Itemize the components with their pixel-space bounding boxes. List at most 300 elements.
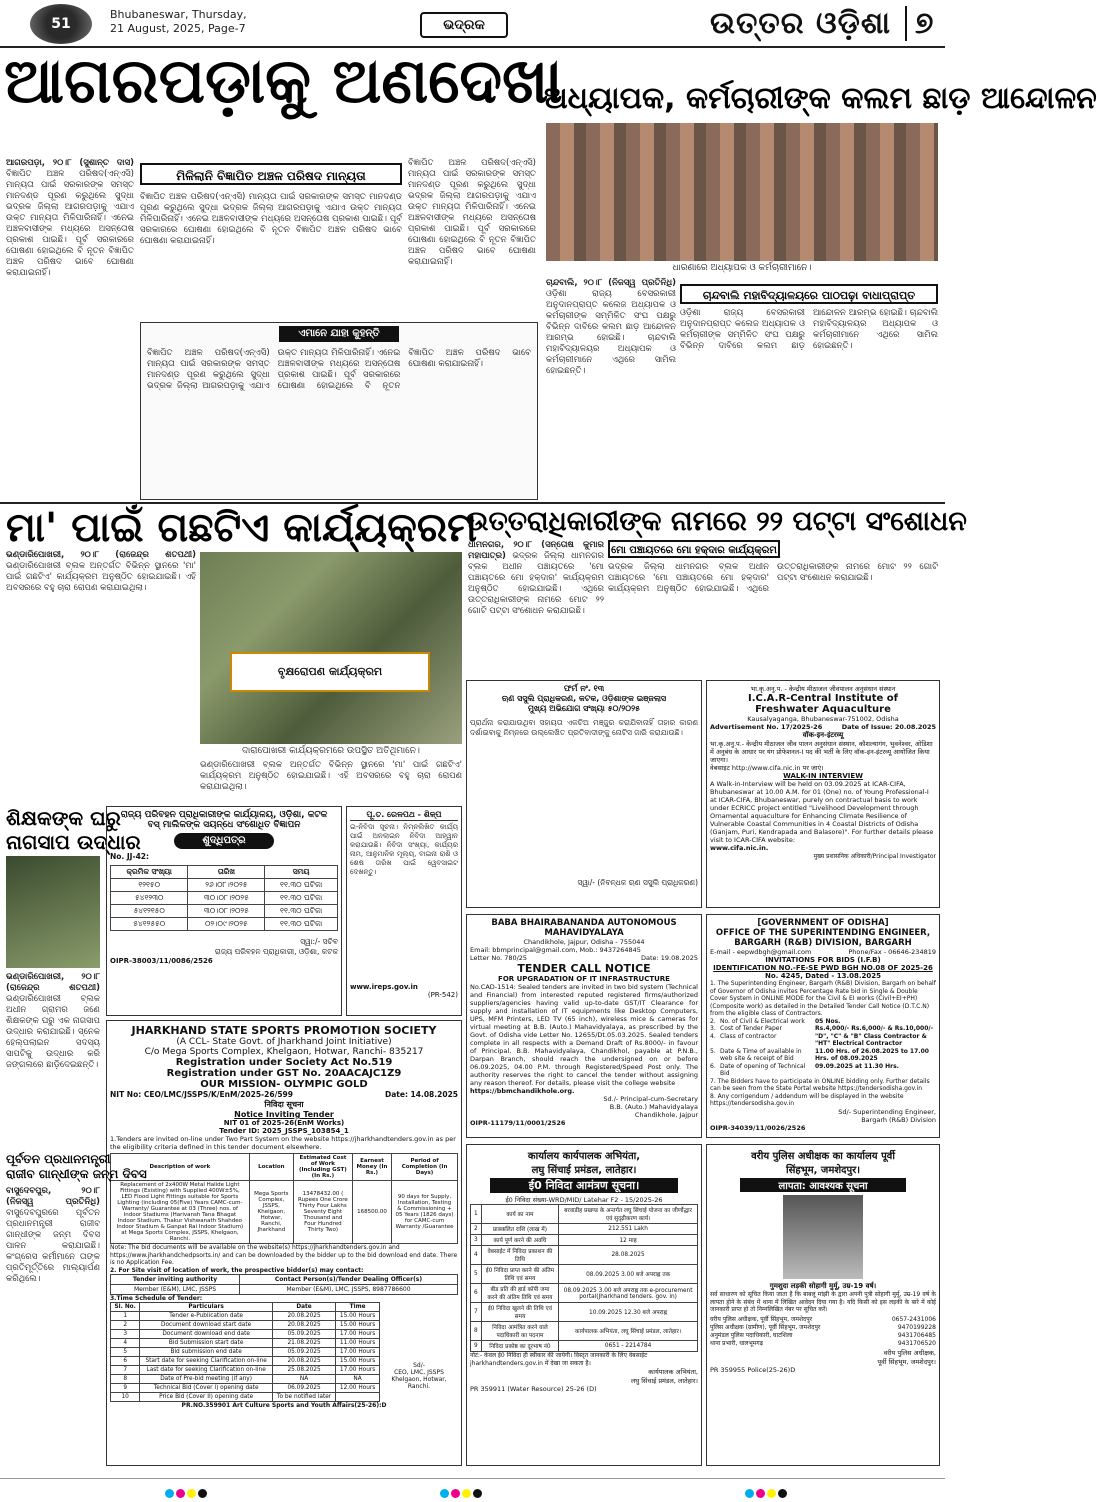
ad-railway <box>346 806 462 1016</box>
swatch-cyan <box>745 1489 754 1498</box>
jssps-notice-title: Notice Inviting Tender <box>234 1110 334 1119</box>
cell: 212.551 Lakh <box>559 1224 698 1235</box>
head-cell: Description of work <box>111 1154 250 1181</box>
ad-transport <box>106 806 342 1016</box>
cell: 2 <box>471 1224 482 1235</box>
cell: ई0 निविदा प्राप्त करने की अंतिम तिथि एवं समय <box>481 1265 558 1284</box>
railway-website[interactable]: www.ireps.gov.in <box>350 983 418 991</box>
swatch-yellow <box>187 1489 196 1498</box>
icar-walk-body: A Walk-in-Interview will be held on 03.09.2025 at ICAR-CIFA, Bhubaneswar at 10.00 A.M. for 01 (One) no. of Young Professional-I at ICAR-CIFA, Bhubaneswar, purely on contractual basis to work under ECRICC project entitled "Livelihood Development through Ornamental aquaculture for Enhancing Climate Resilience of Vulnerable Coastal Communities in 4 Coastal Districts of Odisha (Ganjam, Puri, Kendrapada and Balasore)". For further details please visit to ICAR-CIFA website: <box>710 780 934 844</box>
cell: 17.00 Hours <box>336 1365 380 1374</box>
transport-sign: ସ୍ୱା:/- ସଚିବ <box>300 937 338 946</box>
transport-badge: ଶୁଦ୍ଧିପତ୍ର <box>174 833 274 849</box>
icar-hindi-web: वेबसाइट http://www.cifa.nic.in पर जाएं। <box>710 764 824 772</box>
cell: 20.08.2025 <box>272 1320 335 1329</box>
cell: ୧୧.୩୦ ଘଟିକା <box>265 905 338 918</box>
table-row <box>111 1383 380 1392</box>
cell: 15.00 Hours <box>336 1320 380 1329</box>
cell: 9 <box>471 1341 482 1352</box>
quote-box-body: ବିଜ୍ଞାପିତ ଅଞ୍ଚଳ ପରିଷଦ(ଏନ୍‌ଏସି) ମାନ୍ୟତା ପାଇଁ ସରକାରଙ୍କ ସମସ୍ତ ମାନଦଣ୍ଡ ପୂରଣ କରୁଥିଲେ ସୁଦ୍ଧା ଭଦ୍ରକ ଜିଲ୍ଲା ଆଗରପଡ଼ାକୁ ଏଯାଏ ଉକ୍ତ ମାନ୍ୟତା ମିଳିପାରିନାହିଁ। ଏନେଇ ଅଞ୍ଚଳବାସୀଙ୍କ ମଧ୍ୟରେ ଅସନ୍ତୋଷ ପ୍ରକାଶ ପାଇଛି। ପୂର୍ବ ସରକାରରେ ଘୋଷଣା ହୋଇଥିଲେ ବି ନୂତନ ବିଜ୍ଞାପିତ ଅଞ୍ଚଳ ପରିଷଦ ଭାବେ ଘୋଷଣା କରାଯାଇନାହିଁ। <box>147 348 531 391</box>
list-item <box>710 1048 936 1063</box>
head-cell: Time <box>336 1302 380 1311</box>
jssps-sign-2: CEO, LMC, JSSPS <box>394 1368 444 1376</box>
cell: Mega Sports Complex, JSSPS, Khelgaon, Hotwar, Ranchi, Jharkhand <box>249 1181 293 1244</box>
list-item <box>710 1316 936 1324</box>
item-num: 4. <box>710 1032 716 1040</box>
transport-col1: କ୍ରମିକ ସଂଖ୍ୟା <box>111 866 188 879</box>
swatch-magenta <box>756 1489 765 1498</box>
cell <box>336 1392 380 1401</box>
table-row <box>111 1320 380 1329</box>
cell: कार्य पूर्ण करने की अवधि <box>481 1235 558 1246</box>
icar-title-2: Freshwater Aquaculture <box>755 704 891 715</box>
railway-code: (PR-542) <box>427 991 458 999</box>
table-row <box>111 1392 380 1401</box>
swatch-black <box>198 1489 207 1498</box>
contact-phone: 9431706520 <box>897 1339 936 1347</box>
cell: 06.09.2025 <box>272 1383 335 1392</box>
item-num: 6. <box>710 1062 716 1070</box>
story4-subhead: ମୋ ପଞ୍ଚାୟତରେ ମୋ ହକ୍‌ଦାର କାର୍ଯ୍ୟକ୍ରମ <box>608 540 780 558</box>
court-title-2: ମୁଖ୍ୟ ଅଭିଯୋଗ ସଂଖ୍ୟା ୫୦/୨୦୨୫ <box>527 704 641 713</box>
story4-body-col2: ଭଦ୍ରକ ଜିଲ୍ଲା ଧାମନଗର ବ୍ଲକ ଅଧୀନ ପଞ୍ଚାୟତରେ 'ମୋ ପଞ୍ଚାୟତରେ ମୋ ହକ୍‌ଦାର' କାର୍ଯ୍ୟକ୍ରମ ଅନୁଷ୍ଠିତ ହୋଇଯାଇଛି। ଏଥିରେ ଉତ୍ତରାଧିକାରୀଙ୍କ ନାମରେ ମୋଟ ୨୨ ଗୋଟି ପଟ୍ଟା ସଂଶୋଧନ କରାଯାଇଛି। <box>608 562 938 594</box>
bargarh-sign-1: Sd/- Superintending Engineer, <box>838 1107 936 1116</box>
cell: निविदा प्रकोष्ठ का दूरभाष नं0 <box>481 1341 558 1352</box>
table-row <box>471 1303 698 1322</box>
latehar-table <box>470 1204 698 1352</box>
jssps-title-1: JHARKHAND STATE SPORTS PROMOTION SOCIETY <box>131 1024 437 1037</box>
table-row <box>111 1347 380 1356</box>
bbam-sign-1: Sd./- Principal-cum-Secretary <box>603 1095 698 1103</box>
cell: 5 <box>111 1347 140 1356</box>
contact-name: वरीय पुलिस अधीक्षक, पूर्वी सिंहभूम, जमशेदपुर <box>710 1315 813 1323</box>
police-body: सर्व साधारण को सूचित किया जाता है कि बाबलू मांझी के द्वारा अपनी पुत्री सोहागी मुर्मू, उम्र-19 वर्ष के लापता होने के संबंध में थाना में लिखित आवेदन दिया गया है। यदि किसी को इस लड़की के बारे में कोई जानकारी प्राप्त हो तो निम्नलिखित नंबर पर सूचित करें। <box>710 1291 936 1313</box>
head-cell: Contact Person(s)/Tender Dealing Officer(s) <box>240 1274 458 1284</box>
latehar-title-1: कार्यालय कार्यपालक अभियंता, <box>527 1151 641 1162</box>
table-row <box>471 1205 698 1224</box>
banner: ବୃକ୍ଷରୋପଣ କାର୍ଯ୍ୟକ୍ରମ <box>230 652 430 692</box>
cell: 11.00 Hours <box>336 1338 380 1347</box>
dateline-line1: Bhubaneswar, Thursday, <box>110 8 247 21</box>
cell: ୫୪୧୨୧୫୦ <box>111 905 188 918</box>
police-sign-2: पूर्वी सिंहभूम, जमशेदपुर। <box>877 1357 936 1366</box>
story3-column <box>6 550 196 800</box>
story2-body: ଓଡ଼ିଶା ରାଜ୍ୟ ବେସରକାରୀ ଅନୁଦାନପ୍ରାପ୍ତ କଲେଜ ଅଧ୍ୟାପକ ଓ କର୍ମଚାରୀଙ୍କ ସମ୍ମିଳିତ ସଂଘ ପକ୍ଷରୁ ବିଭିନ୍ନ ଦାବିରେ କଲମ ଛାଡ଼ ଆନ୍ଦୋଳନ ଆରମ୍ଭ ହୋଇଛି। ଚାନ୍ଦବାଲି ମହାବିଦ୍ୟାଳୟର ଅଧ୍ୟାପକ ଓ କର୍ମଚାରୀମାନେ ଏଥିରେ ସାମିଲ ହୋଇଛନ୍ତି। <box>546 289 676 376</box>
cell: 1 <box>111 1311 140 1320</box>
cell: प्राक्कलित राशि (लाख में) <box>481 1224 558 1235</box>
transport-title-1: ରାଜ୍ୟ ପରିବହନ ପ୍ରାଧିକାରୀଙ୍କ କାର୍ଯ୍ୟାଳୟ, ଓଡ଼ିଶା, କଟକ <box>120 810 328 820</box>
cell: To be notified later <box>272 1392 335 1401</box>
jssps-mission: OUR MISSION- OLYMPIC GOLD <box>200 1079 368 1090</box>
story5-headline-1: ଶିକ୍ଷକଙ୍କ ଘରୁ <box>6 806 121 830</box>
cell: 7 <box>471 1303 482 1322</box>
table-row <box>471 1341 698 1352</box>
cell: कार्यपालक अभियंता, लघु सिंचाई प्रमंडल, लातेहार। <box>559 1322 698 1341</box>
table-row <box>471 1322 698 1341</box>
latehar-sign-1: कार्यपालक अभियंता, <box>648 1368 698 1376</box>
item-num: 3. <box>710 1025 716 1032</box>
bargarh-code: OIPR-34039/11/0026/2526 <box>710 1123 806 1132</box>
transport-code: OIPR-38003/11/0086/2526 <box>110 957 213 965</box>
cell: 21.08.2025 <box>272 1338 335 1347</box>
bargarh-invite: INVITATIONS FOR BIDS (I.F.B) <box>765 956 881 964</box>
cell: 20.08.2025 <box>272 1356 335 1365</box>
story5-photo <box>6 856 100 968</box>
cell: 2 <box>111 1320 140 1329</box>
story1-headline: ଆଗରପଡ଼ାକୁ ଅଣଦେଖା <box>4 44 563 117</box>
cell: 3 <box>111 1329 140 1338</box>
ad-icar <box>706 680 940 908</box>
transport-title-2: ବସ୍ ମାଲିକଙ୍କ ସୟନ୍ଧେ ସଂଶୋଧିତ ବିଜ୍ଞାପନ <box>147 820 301 830</box>
cell: 08.09.2025 3.00 बजे अपराह्न तक e-procurement portal(Jharkhand tenders. gov. in) <box>559 1284 698 1303</box>
story4-dateline: ଧାମନଗର, ୨୦।୮ (ସନ୍ତୋଷ କୁମାର ମହାପାତ୍ର) <box>468 540 604 561</box>
cell: ୧୨୧୫୦ <box>111 879 188 892</box>
story4-column <box>468 540 604 676</box>
jssps-clause1: 1.Tenders are invited on-line under Two Part System on the website https://jharkhandtenders.gov.in as per the eligibility criteria defined in this tender document elsewhere. <box>110 1135 456 1151</box>
cell: Start date for seeking Clarification on-line <box>140 1356 273 1365</box>
cell: NA <box>336 1374 380 1383</box>
swatch-cyan <box>165 1489 174 1498</box>
cell: ୫୪୧୨୩୦ <box>111 892 188 905</box>
anniversary-badge <box>30 4 92 44</box>
latehar-note: नोट:- केवल ई0 निविदा ही स्वीकार की जायेगी। विस्तृत जानकारी के लिए वेबसाईट jharkhandtenders.gov.in में देखा जा सकता है। <box>470 1352 648 1367</box>
cell: Document download start date <box>140 1320 273 1329</box>
bbam-sign-3: Chandikhole, Jajpur <box>634 1111 698 1119</box>
story3-photo <box>200 552 462 744</box>
cell: वेबसाईट में निविदा प्रकाशन की तिथि <box>481 1246 558 1265</box>
story6-column <box>6 1186 100 1466</box>
police-title-1: वरीय पुलिस अधीक्षक का कार्यालय पूर्वी <box>751 1151 895 1162</box>
cell: 17.00 Hours <box>336 1347 380 1356</box>
icar-address: Kausalyaganga, Bhubaneswar-751002, Odisha <box>747 715 899 723</box>
story6-dateline: ବାସୁଦେବପୁର, ୨୦।୮ (ନିଜସ୍ୱ ପ୍ରତିନିଧି) <box>6 1186 100 1207</box>
cell: 1 <box>471 1205 482 1224</box>
item-num: 5. <box>710 1047 716 1055</box>
dateline <box>110 8 247 36</box>
cell: 90 days for Supply, Installation, Testing & Commissioning + 05 Years (1826 days) for CAMC-cum Warranty /Guarantee <box>392 1181 458 1244</box>
swatch-magenta <box>176 1489 185 1498</box>
cell: बरवाडीह प्रखण्ड के अन्तर्गत लघु सिंचाई योजना का जीर्णोद्धार एवं सुदृढ़ीकरण कार्य। <box>559 1205 698 1224</box>
police-title-2: सिंहभूम, जमशेदपुर। <box>785 1165 861 1176</box>
list-item <box>710 1018 936 1026</box>
ad-latehar <box>466 1144 702 1466</box>
cell: Document download end date <box>140 1329 273 1338</box>
cell: Member (E&M), LMC, JSSPS <box>111 1284 240 1294</box>
transport-col3: ସମୟ <box>265 866 338 879</box>
badge-number: 51 <box>51 16 71 32</box>
swatch-magenta <box>451 1489 460 1498</box>
jssps-sign-1: Sd/- <box>413 1361 425 1369</box>
bbam-title: BABA BHAIRABANANDA AUTONOMOUS MAHAVIDYALAYA <box>491 918 677 938</box>
bargarh-clause1: 1. The Superintending Engineer, Bargarh (R&B) Division, Bargarh on behalf of Governor of Odisha invites Percentage Rate bid in Single & Double Cover System in ONLINE MODE for the Civil & EI works (Civil+EI+PH) (Composite work) as detailed in the Detailed Tender Call Notice (D.T.C.N) from the eligible class of Contractors. <box>710 980 936 1017</box>
table-row <box>471 1235 698 1246</box>
cell: 17.00 Hours <box>336 1329 380 1338</box>
latehar-ref: ई0 निविदा संख्या-WRD/MID/ Latehar F2 - 15/2025-26 <box>505 1196 663 1204</box>
court-title-1: ଋଣ ସସୁଲି ପ୍ରାଧିକରଣ, କଟକ, ଓଡ଼ିଶାଙ୍କ ଇଞ୍ଜଲାସ <box>501 694 667 703</box>
color-swatches-left <box>165 1483 209 1502</box>
swatch-black <box>473 1489 482 1498</box>
table-row <box>111 1338 380 1347</box>
table-row <box>111 1284 458 1294</box>
story5-dateline: ଭଣ୍ଡାରିପୋଖରୀ, ୨୦।୮ (ରାଜେନ୍ଦ୍ର ଶତପଥୀ) <box>6 972 100 993</box>
item-value: 05 Nos. <box>815 1017 841 1025</box>
edition-label: ଭଦ୍ରକ <box>420 12 508 38</box>
cell: 8 <box>471 1322 482 1341</box>
cell: 4 <box>111 1338 140 1347</box>
court-sign: ସ୍ୱା/- (ନିବନ୍ଧକ ଋଣ ସସୁଲି ପ୍ରାଧିକରଣ) <box>577 878 698 887</box>
color-swatches-center <box>440 1483 484 1502</box>
item-label: Date & Time of available in web site & receipt of Bid <box>720 1047 802 1062</box>
jssps-note: Note: The bid documents will be available on the website(s) https://jharkhandtenders.gov.in and https://www.jharkhandchedpsorts.in/ and can be downloaded by the bidder up to the bid download end date. There is no Application Fee. <box>110 1244 458 1266</box>
icar-website[interactable]: www.cifa.nic.in. <box>710 844 769 852</box>
head-cell: Particulars <box>140 1302 273 1311</box>
police-sub: लापता: आवश्यक सूचना <box>740 1178 906 1192</box>
cell: 10.09.2025 12.30 बजे अपराह्न <box>559 1303 698 1322</box>
jssps-nit-no: NIT No: CEO/LMC/JSSPS/K/EnM/2025-26/599 <box>110 1090 293 1099</box>
bargarh-ident: IDENTIFICATION NO.-FE-SE PWD BGH NO.08 OF 2025-26 <box>713 964 933 972</box>
head-cell: Tender inviting authority <box>111 1274 240 1284</box>
cell: Tender e-Publication date <box>140 1311 273 1320</box>
table-row <box>111 1356 380 1365</box>
latehar-pr-code: PR 359911 (Water Resource) 25-26 (D) <box>470 1385 597 1393</box>
swatch-yellow <box>462 1489 471 1498</box>
ad-court-notice <box>466 680 702 908</box>
item-label: No. of Civil & Electrical work <box>720 1017 805 1025</box>
bargarh-clause7: 7. The Bidders have to participate in ONLINE bidding only. Further details can be seen from the State Portal website https://tendersodisha.gov.in <box>710 1077 930 1092</box>
dateline-line2: 21 August, 2025, Page-7 <box>110 22 246 35</box>
jssps-reg-2: Registration under GST No. 20AACAJC1Z9 <box>166 1068 402 1079</box>
table-row <box>111 1374 380 1383</box>
table-row <box>111 1181 458 1244</box>
bbam-notice-title: TENDER CALL NOTICE <box>517 962 651 975</box>
story3-headline: ମା' ପାଇଁ ଗଛଟିଏ କାର୍ଯ୍ୟକ୍ରମ <box>6 505 478 551</box>
icar-adv-date: Date of Issue: 20.08.2025 <box>841 723 936 731</box>
jssps-title-3: C/o Mega Sports Complex, Khelgaon, Hotwar, Ranchi- 835217 <box>144 1047 424 1057</box>
cell: 12.00 Hours <box>336 1383 380 1392</box>
cell: 5 <box>471 1265 482 1284</box>
cell: 20.08.2025 <box>272 1311 335 1320</box>
table-row <box>111 918 338 931</box>
railway-title: ପୂ.ତ. ରେଳପଥ - ଶିଳ୍ପ <box>350 810 458 821</box>
cell: ई0 निविदा खुलने की तिथि एवं समय <box>481 1303 558 1322</box>
item-value: "D", "C" & "B" Class Contractor & "HT" Electrical Contractor <box>815 1032 927 1047</box>
contact-phone: 9470199228 <box>897 1323 936 1331</box>
police-contacts <box>710 1316 936 1348</box>
story1-quote-box <box>140 322 538 500</box>
bargarh-title-1: OFFICE OF THE SUPERINTENDING ENGINEER, <box>715 928 931 938</box>
story2-subhead: ଚାନ୍ଦବାଲି ମହାବିଦ୍ୟାଳୟରେ ପାଠପଢ଼ା ବାଧାପ୍ରାପ୍ତ <box>680 284 938 304</box>
cell: 6 <box>111 1356 140 1365</box>
item-value: Rs.4,000/- Rs.6,000/- & Rs.10,000/- <box>815 1025 934 1032</box>
cell: 4 <box>471 1246 482 1265</box>
jssps-clause2: 2. For Site visit of location of work, the prospective bidder(s) may contact: <box>110 1266 364 1274</box>
police-photo-caption: गुमशुदा लड़की सोहागी मुर्मू, उम्र-19 वर्ष। <box>769 1282 877 1290</box>
table-row <box>111 1329 380 1338</box>
contact-phone: 0657-2431006 <box>891 1315 936 1323</box>
cell: ୦୨।୦୯।୨୦୨୫ <box>188 918 265 931</box>
swatch-cyan <box>440 1489 449 1498</box>
table-row <box>111 1311 380 1320</box>
list-item <box>710 1033 936 1048</box>
story2-photo <box>546 123 938 261</box>
table-row <box>111 905 338 918</box>
contact-phone: 9431706485 <box>897 1331 936 1339</box>
latehar-title-2: लघु सिंचाई प्रमंडल, लातेहार। <box>531 1165 637 1176</box>
bbam-email: Email: bbmprincipal@gmail.com, Mob.: 9437264845 <box>470 946 641 954</box>
color-swatches-right <box>745 1483 789 1502</box>
contact-name: थाना प्रभारी, धालभूमगढ़ <box>710 1339 764 1347</box>
cell: Price Bid (Cover II) opening date <box>140 1392 273 1401</box>
cell: ୧୧.୩୦ ଘଟିକା <box>265 892 338 905</box>
cell: NA <box>272 1374 335 1383</box>
section-title: ଉତ୍ତର ଓଡ଼ିଶା <box>710 6 892 41</box>
story2-body-col2: ଓଡ଼ିଶା ରାଜ୍ୟ ବେସରକାରୀ ଅନୁଦାନପ୍ରାପ୍ତ କଲେଜ ଅଧ୍ୟାପକ ଓ କର୍ମଚାରୀଙ୍କ ସମ୍ମିଳିତ ସଂଘ ପକ୍ଷରୁ ବିଭିନ୍ନ ଦାବିରେ କଲମ ଛାଡ଼ ଆନ୍ଦୋଳନ ଆରମ୍ଭ ହୋଇଛି। ଚାନ୍ଦବାଲି ମହାବିଦ୍ୟାଳୟର ଅଧ୍ୟାପକ ଓ କର୍ମଚାରୀମାନେ ଏଥିରେ ସାମିଲ ହୋଇଛନ୍ତି। <box>680 308 938 351</box>
cell: 6 <box>471 1284 482 1303</box>
cell: 10 <box>111 1392 140 1401</box>
icar-title-1: I.C.A.R-Central Institute of <box>747 693 898 704</box>
head-cell: Period of Completion (In Days) <box>392 1154 458 1181</box>
icar-hindi-body: भा.कृ.अनु.प.- केन्द्रीय मीठाजल जीव पालन अनुसंधान संस्थान, कौशल्यागंग, भुवनेश्वर, ओडिशा में अनुबंध के आधार पर यंग प्रोफेशनल-I पद की भर्ती के लिए वॉक-इन-इंटरव्यू आयोजित किया जाएगा। <box>710 740 933 764</box>
cell: 7 <box>111 1365 140 1374</box>
ad-bargarh <box>706 914 940 1138</box>
icar-hindi-sub: वॉक-इन-इंटरव्यू <box>802 731 844 739</box>
bbam-notice-sub: FOR UPGRADATION OF IT INFRASTRUCTURE <box>498 975 670 983</box>
police-sign-1: वरीय पुलिस अधीक्षक, <box>883 1348 936 1357</box>
bbam-letter-no: Letter No. 780/25 <box>470 954 528 962</box>
ad-jssps <box>106 1020 462 1466</box>
cell: Member (E&M), LMC, JSSPS, 8987786600 <box>240 1284 458 1294</box>
table-row <box>111 879 338 892</box>
icar-walk-title: WALK-IN INTERVIEW <box>783 772 863 780</box>
table-row <box>471 1246 698 1265</box>
jssps-hindi-title: निविदा सूचना <box>264 1100 304 1109</box>
court-form-no: ଫର୍ମ ନଂ. ୧୩ <box>563 684 605 693</box>
cell: ୧୧.୩୦ ଘଟିକା <box>265 918 338 931</box>
story3-body: ଭଣ୍ଡାରିପୋଖରୀ ବ୍ଲକ ଅନ୍ତର୍ଗତ ବିଭିନ୍ନ ସ୍ଥାନରେ 'ମା' ପାଇଁ ଗଛଟିଏ' କାର୍ଯ୍ୟକ୍ରମ ଅନୁଷ୍ଠିତ ହୋଇଯାଇଛି। ଏହି ଅବସରରେ ବହୁ ଚାରା ରୋପଣ କରାଯାଇଥିଲା। <box>6 561 196 593</box>
story5-body: ଭଣ୍ଡାରିପୋଖରୀ ବ୍ଲକ ଅଧୀନ ଗ୍ରାମର ଜଣେ ଶିକ୍ଷକଙ୍କ ଘରୁ ଏକ ନାଗସାପ ଉଦ୍ଧାର କରାଯାଇଛି। ସ୍ନେକ ହେଲ୍ପଲାଇନ ସଦସ୍ୟ ସାପଟିକୁ ଉଦ୍ଧାର କରି ଜଙ୍ଗଲରେ ଛାଡ଼ିଦେଇଛନ୍ତି। <box>6 994 100 1070</box>
cell: 8 <box>111 1374 140 1383</box>
table-row <box>111 1365 380 1374</box>
bbam-letter-date: Date: 19.08.2025 <box>640 954 698 962</box>
cell: 12 माह <box>559 1235 698 1246</box>
transport-table <box>110 865 338 931</box>
transport-ref: No. JJ-42: <box>110 852 150 861</box>
bargarh-items <box>710 1018 936 1078</box>
bbam-website[interactable]: https://bbmchandikhole.org. <box>470 1087 575 1095</box>
bargarh-sign-2: Bargarh (R&B) Division <box>861 1115 936 1124</box>
head-cell: Earnest Money (In Rs.) <box>352 1154 391 1181</box>
list-item <box>710 1324 936 1332</box>
cell: 15.00 Hours <box>336 1311 380 1320</box>
story1-body-col2: ବିଜ୍ଞାପିତ ଅଞ୍ଚଳ ପରିଷଦ(ଏନ୍‌ଏସି) ମାନ୍ୟତା ପାଇଁ ସରକାରଙ୍କ ସମସ୍ତ ମାନଦଣ୍ଡ ପୂରଣ କରୁଥିଲେ ସୁଦ୍ଧା ଭଦ୍ରକ ଜିଲ୍ଲା ଆଗରପଡ଼ାକୁ ଏଯାଏ ଉକ୍ତ ମାନ୍ୟତା ମିଳିପାରିନାହିଁ। ଏନେଇ ଅଞ୍ଚଳବାସୀଙ୍କ ମଧ୍ୟରେ ଅସନ୍ତୋଷ ପ୍ରକାଶ ପାଇଛି। ପୂର୍ବ ସରକାରରେ ଘୋଷଣା ହୋଇଥିଲେ ବି ନୂତନ ବିଜ୍ଞାପିତ ଅଞ୍ଚଳ ପରିଷଦ ଭାବେ ଘୋଷଣା କରାଯାଇନାହିଁ। <box>140 192 402 246</box>
registration-strip <box>0 1478 945 1497</box>
latehar-sign-2: लघु सिंचाई प्रमंडल, लातेहार। <box>630 1377 698 1385</box>
ad-bbam <box>466 914 702 1138</box>
bargarh-email: E-mail - eepwdbgh@gmail.com <box>710 948 812 956</box>
cell: निविदा आमंत्रित करने वाले पदाधिकारी का पदनाम <box>481 1322 558 1341</box>
table-row <box>471 1224 698 1235</box>
jssps-reg-1: Registration under Society Act No.519 <box>175 1057 393 1068</box>
list-item <box>710 1340 936 1348</box>
item-value: 09.09.2025 at 11.30 Hrs. <box>815 1062 899 1070</box>
jssps-clause3: 3.Time Schedule of Tender: <box>110 1294 203 1302</box>
jssps-sign-3: Khelgaon, Hotwar, Ranchi. <box>391 1375 447 1390</box>
cell: ୩୦।୦୮।୨୦୨୫ <box>188 905 265 918</box>
head-cell: Location <box>249 1154 293 1181</box>
story6-headline-2: ରାଜୀବ ଗାନ୍ଧୀଙ୍କ ଜନ୍ମ ଦିବସ <box>6 1167 147 1181</box>
story6-headline-1: ପୂର୍ବତନ ପ୍ରଧାନମନ୍ତ୍ରୀ <box>6 1152 111 1166</box>
jssps-nit-line: NIT 01 of 2025-26(EnM Works) <box>223 1119 345 1127</box>
cell: 25.08.2025 <box>272 1365 335 1374</box>
contact-name: पुलिस अधीक्षक (ग्रामीण), पूर्वी सिंहभूम, जमशेदपुर <box>710 1323 821 1331</box>
jssps-nit-date: Date: 14.08.2025 <box>384 1090 458 1099</box>
contact-name: अनुमंडल पुलिस पदाधिकारी, घाटशिला <box>710 1331 793 1339</box>
transport-sign-org: ରାଜ୍ୟ ପରିବହନ ପ୍ରାଧିକାରୀ, ଓଡ଼ିଶା, କଟକ <box>214 947 338 956</box>
story6-headline <box>6 1152 147 1182</box>
story3-body-col2: ଭଣ୍ଡାରିପୋଖରୀ ବ୍ଲକ ଅନ୍ତର୍ଗତ ବିଭିନ୍ନ ସ୍ଥାନରେ 'ମା' ପାଇଁ ଗଛଟିଏ' କାର୍ଯ୍ୟକ୍ରମ ଅନୁଷ୍ଠିତ ହୋଇଯାଇଛି। ଏହି ଅବସରରେ ବହୁ ଚାରା ରୋପଣ କରାଯାଇଥିଲା। <box>200 760 462 792</box>
head-cell: Sl. No. <box>111 1302 140 1311</box>
story1-body-col3: ବିଜ୍ଞାପିତ ଅଞ୍ଚଳ ପରିଷଦ(ଏନ୍‌ଏସି) ମାନ୍ୟତା ପାଇଁ ସରକାରଙ୍କ ସମସ୍ତ ମାନଦଣ୍ଡ ପୂରଣ କରୁଥିଲେ ସୁଦ୍ଧା ଭଦ୍ରକ ଜିଲ୍ଲା ଆଗରପଡ଼ାକୁ ଏଯାଏ ଉକ୍ତ ମାନ୍ୟତା ମିଳିପାରିନାହିଁ। ଏନେଇ ଅଞ୍ଚଳବାସୀଙ୍କ ମଧ୍ୟରେ ଅସନ୍ତୋଷ ପ୍ରକାଶ ପାଇଛି। ପୂର୍ବ ସରକାରରେ ଘୋଷଣା ହୋଇଥିଲେ ବି ନୂତନ ବିଜ୍ଞାପିତ ଅଞ୍ଚଳ ପରିଷଦ ଭାବେ ଘୋଷଣା କରାଯାଇନାହିଁ। <box>408 158 536 267</box>
bbam-address: Chandikhole, Jajpur, Odisha - 755044 <box>523 938 645 946</box>
bargarh-phone: Phone/Fax - 06646-234819 <box>848 948 936 956</box>
cell: 168500.00 <box>352 1181 391 1244</box>
cell: 3 <box>471 1235 482 1246</box>
story3-photo-caption: ଦାରାପୋଖରୀ କାର୍ଯ୍ୟକ୍ରମରେ ଉପସ୍ଥିତ ଅତିଥିମାନେ। <box>242 746 420 756</box>
story6-body: ବାସୁଦେବପୁରରେ ପୂର୍ବତନ ପ୍ରଧାନମନ୍ତ୍ରୀ ରାଜୀବ ଗାନ୍ଧୀଙ୍କ ଜନ୍ମ ଦିବସ ପାଳନ କରାଯାଇଛି। କଂଗ୍ରେସ କର୍ମୀମାନେ ତାଙ୍କ ପ୍ରତିମୂର୍ତ୍ତିରେ ମାଲ୍ୟାର୍ପଣ କରିଥିଲେ। <box>6 1208 100 1284</box>
cell: बीड प्रति की हार्ड कॉपी जमा करने की अंतिम तिथि एवं समय <box>481 1284 558 1303</box>
item-label: Class of contractor <box>720 1032 777 1040</box>
cell: ୩୦।୦୮।୨୦୨୫ <box>188 892 265 905</box>
quote-box-title: ଏମାନେ ଯାହା କୁହନ୍ତି <box>279 326 399 342</box>
item-label: Date of opening of Technical Bid <box>720 1062 806 1077</box>
swatch-black <box>778 1489 787 1498</box>
cell: Last date for seeking Clarification on-line <box>140 1365 273 1374</box>
story2-column <box>546 278 676 498</box>
cell: ୨୬।୦୮।୨୦୨୫ <box>188 879 265 892</box>
missing-person-photo <box>783 1195 863 1279</box>
list-item <box>710 1332 936 1340</box>
jssps-schedule-table <box>110 1302 380 1402</box>
jssps-work-table <box>110 1153 458 1244</box>
masthead <box>0 0 945 48</box>
table-row <box>471 1284 698 1303</box>
cell: Technical Bid (Cover I) opening date <box>140 1383 273 1392</box>
latehar-sub: ई0 निविदा आमंत्रण सूचना। <box>490 1178 678 1193</box>
cell: 9 <box>111 1383 140 1392</box>
story2-photo-caption: ଧାରଣାରେ ଅଧ୍ୟାପକ ଓ କର୍ମଚାରୀମାନେ। <box>672 263 812 273</box>
story3-dateline: ଭଣ୍ଡାରିପୋଖରୀ, ୨୦।୮ (ରାଜେନ୍ଦ୍ର ଶତପଥୀ) <box>6 550 196 560</box>
court-body: ପ୍ରାର୍ଥନା କରାଯାଉଥିବା ସହାୟତା ଏକଚିଅ ମଞ୍ଜୁର କରାଯିବାନାହିଁ ତାହାର କାରଣ ଦର୍ଶାଇବାକୁ ନିମ୍ନରେ ଉଲ୍ଲେଖିତ ପ୍ରତିବାଦୀଙ୍କୁ ନୋଟିସ ଜାରି କରାଯାଉଛି। <box>470 718 698 737</box>
page-number: ୭ <box>905 6 933 41</box>
item-value: 11.00 Hrs. of 26.08.2025 to 17.00 Hrs. of 08.09.2025 <box>815 1047 929 1062</box>
table-row <box>111 892 338 905</box>
item-num: 2. <box>710 1017 716 1025</box>
bargarh-title-2: BARGARH (R&B) DIVISION, BARGARH <box>734 938 912 948</box>
story5-headline-2: ନାଗସାପ ଉଦ୍ଧାର <box>6 830 141 854</box>
transport-col2: ତାରିଖ <box>188 866 265 879</box>
cell: 0651 - 2214784 <box>559 1341 698 1352</box>
bargarh-gov: [GOVERNMENT OF ODISHA] <box>757 918 889 928</box>
story1-column <box>6 158 134 498</box>
bbam-sign-2: B.B. (Auto.) Mahavidyalaya <box>609 1103 698 1111</box>
cell: कार्य का नाम <box>481 1205 558 1224</box>
cell: Date of Pre-bid meeting (if any) <box>140 1374 273 1383</box>
icar-hindi-head: भा.कृ.अनु.प. - केन्द्रीय मीठाजल जीवपालन अनुसंधान संस्थान <box>750 685 896 693</box>
head-cell: Date <box>272 1302 335 1311</box>
divider <box>0 502 945 504</box>
item-label: Cost of Tender Paper <box>720 1025 782 1032</box>
story5-column <box>6 972 100 1148</box>
